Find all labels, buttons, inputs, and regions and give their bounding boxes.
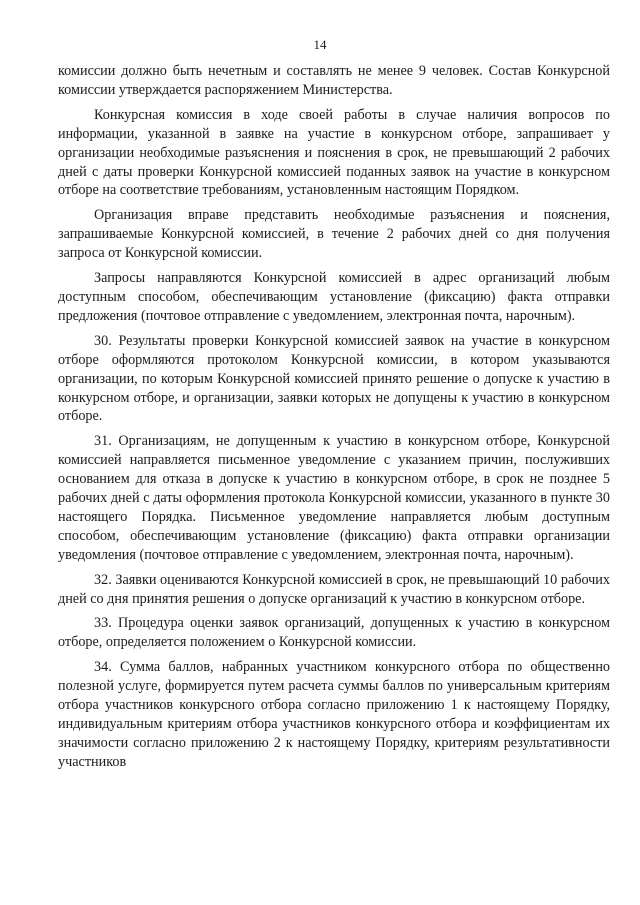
paragraph-item-34: 34. Сумма баллов, набранных участником конкурсного отбора по общественно полезной услуге, формируется путем расчета суммы баллов по универсальным критериям отбора участников конкурсного отбора согласно приложению 1 к настоящему Порядку, индивидуальным критериям отбора участников конкурсного отбора и коэффициентам их значимости согласно приложению 2 к настоящему Порядку, критериям результативности участников xyxy=(58,659,610,770)
paragraph-continuation: комиссии должно быть нечетным и составлять не менее 9 человек. Состав Конкурсной комиссии утверждается распоряжением Министерства. xyxy=(58,63,610,98)
document-body xyxy=(58,62,610,778)
paragraph-commission-questions: Конкурсная комиссия в ходе своей работы в случае наличия вопросов по информации, указанной в заявке на участие в конкурсном отборе, запрашивает у организации необходимые разъяснения и пояснения в срок, не превышающий 2 рабочих дней с даты проверки Конкурсной комиссией поданных заявок на участие в конкурсном отборе на соответствие требованиям, установленным настоящим Порядком. xyxy=(58,106,610,199)
paragraph-item-32: 32. Заявки оцениваются Конкурсной комиссией в срок, не превышающий 10 рабочих дней со дня принятия решения о допуске организаций к участию в конкурсном отборе. xyxy=(58,571,610,607)
page-number: 14 xyxy=(313,37,327,52)
paragraph-item-33: 33. Процедура оценки заявок организаций, допущенных к участию в конкурсном отборе, определяется положением о Конкурсной комиссии. xyxy=(58,615,610,651)
paragraph-requests-delivery: Запросы направляются Конкурсной комиссией в адрес организаций любым доступным способом, обеспечивающим установление (фиксацию) факта отправки предложения (почтовое отправление с уведомлением, электронная почта, нарочным). xyxy=(58,270,610,324)
paragraph-item-30: 30. Результаты проверки Конкурсной комиссией заявок на участие в конкурсном отборе оформляются протоколом Конкурсной комиссии, в котором указываются организации, по которым Конкурсной комиссией принято решение о допуске к участию в конкурсном отборе, и организации, заявки которых не допущены к участию в конкурсном отборе. xyxy=(58,332,610,425)
paragraph-organization-clarifications: Организация вправе представить необходимые разъяснения и пояснения, запрашиваемые Конкурсной комиссией, в течение 2 рабочих дней со дня получения запроса от Конкурсной комиссии. xyxy=(58,207,610,262)
paragraph-item-31: 31. Организациям, не допущенным к участию в конкурсном отборе, Конкурсной комиссией направляется письменное уведомление с указанием причин, послуживших основанием для отказа в допуске к участию в конкурсном отборе, в срок не позднее 5 рабочих дней с даты оформления протокола Конкурсной комиссии, указанного в пункте 30 настоящего Порядка. Письменное уведомление направляется любым доступным способом, обеспечивающим установление (фиксацию) факта отправки организации уведомления (почтовое отправление с уведомлением, электронная почта, нарочным). xyxy=(58,433,610,563)
